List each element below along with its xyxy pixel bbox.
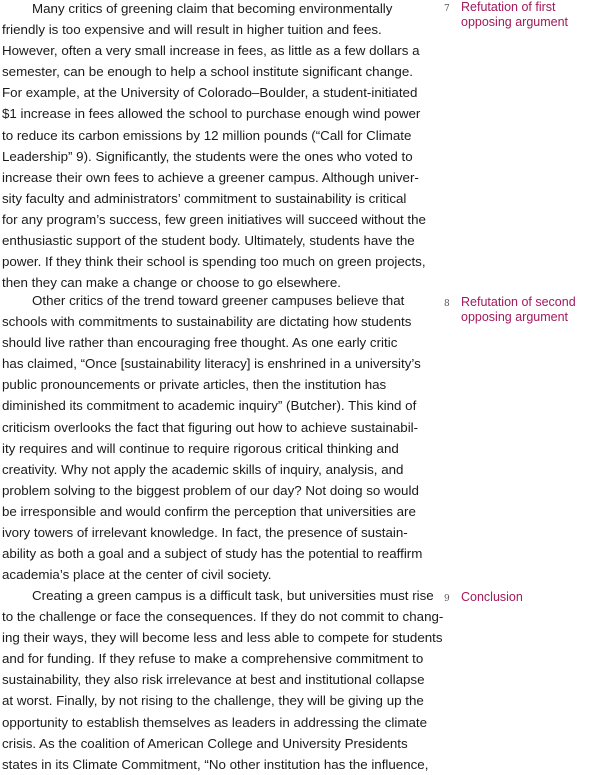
text-line: creativity. Why not apply the academic skills of inquiry, analysis, and bbox=[2, 461, 404, 477]
paragraph-refutation-first bbox=[2, 0, 426, 293]
text-line: Leadership” 9). Significantly, the students were the ones who voted to bbox=[2, 148, 413, 164]
text-line: semester, can be enough to help a school institute significant change. bbox=[2, 64, 413, 80]
text-line: Other critics of the trend toward greener campuses believe that bbox=[32, 293, 405, 308]
text-line: crisis. As the coalition of American College and University Presidents bbox=[2, 735, 408, 751]
text-line: enthusiastic support of the student body. Ultimately, students have the bbox=[2, 233, 415, 249]
annotation-line: opposing argument bbox=[461, 309, 569, 324]
text-line: For example, at the University of Colorado–Boulder, a student-initiated bbox=[2, 85, 418, 101]
text-line: academia’s place at the center of civil society. bbox=[2, 567, 272, 583]
text-line: schools with commitments to sustainability are dictating how students bbox=[2, 314, 412, 330]
text-line: ivory towers of irrelevant knowledge. In fact, the presence of sustain- bbox=[2, 525, 408, 541]
text-line: opportunity to establish themselves as leaders in addressing the climate bbox=[2, 714, 428, 730]
paragraph-conclusion bbox=[2, 585, 443, 775]
text-line: sustainability, they also risk irrelevance at best and institutional collapse bbox=[2, 672, 425, 688]
paragraph-refutation-second bbox=[2, 290, 422, 585]
text-line: for any program’s success, few green initiatives will succeed without the bbox=[2, 211, 426, 227]
text-line: $1 increase in fees allowed the school to purchase enough wind power bbox=[2, 106, 421, 122]
margin-annotation-8 bbox=[444, 295, 609, 324]
text-line: friendly is too expensive and will result in higher tuition and fees. bbox=[2, 22, 382, 38]
text-line: ity requires and will continue to require rigorous critical thinking and bbox=[2, 440, 399, 456]
text-line: has claimed, “Once [sustainability literacy] is enshrined in a university’s bbox=[2, 356, 421, 372]
text-line: power. If they think their school is spending too much on green projects, bbox=[2, 254, 426, 270]
text-line: ing their ways, they will become less and less able to compete for students bbox=[2, 630, 443, 646]
text-line: then they can make a change or choose to go elsewhere. bbox=[2, 275, 342, 291]
text-line: problem solving to the biggest problem of our day? Not doing so would bbox=[2, 482, 419, 498]
text-line: diminished its commitment to academic inquiry” (Butcher). This kind of bbox=[2, 398, 417, 414]
text-line: to reduce its carbon emissions by 12 million pounds (“Call for Climate bbox=[2, 127, 412, 143]
annotation-number: 8 bbox=[444, 299, 450, 309]
annotation-label bbox=[461, 590, 523, 605]
text-line: criticism overlooks the fact that figuring out how to achieve sustainabil- bbox=[2, 419, 419, 435]
text-line: states in its Climate Commitment, “No other institution has the influence, bbox=[2, 756, 429, 772]
text-line: at worst. Finally, by not rising to the challenge, they will be giving up the bbox=[2, 693, 424, 709]
text-line: be irresponsible and would confirm the perception that universities are bbox=[2, 503, 416, 519]
annotation-number: 7 bbox=[444, 4, 450, 14]
text-line: to the challenge or face the consequences. If they do not commit to chang- bbox=[2, 609, 444, 625]
text-line: However, often a very small increase in fees, as little as a few dollars a bbox=[2, 43, 420, 59]
margin-annotation-9 bbox=[444, 590, 609, 606]
text-line: Many critics of greening claim that becoming environmentally bbox=[32, 1, 393, 16]
annotation-label bbox=[461, 295, 576, 324]
annotation-line: opposing argument bbox=[461, 14, 569, 29]
text-line: sity faculty and administrators’ commitment to sustainability is critical bbox=[2, 190, 407, 206]
text-line: and for funding. If they refuse to make a comprehensive commitment to bbox=[2, 651, 424, 667]
text-line: should live rather than encouraging free thought. As one early critic bbox=[2, 335, 398, 351]
margin-annotation-7 bbox=[444, 0, 609, 29]
text-line: increase their own fees to achieve a greener campus. Although univer- bbox=[2, 169, 419, 185]
annotation-number: 9 bbox=[444, 594, 450, 604]
text-line: Creating a green campus is a difficult task, but universities must rise bbox=[32, 588, 434, 603]
annotation-line: Refutation of first bbox=[461, 0, 556, 14]
text-line: ability as both a goal and a subject of study has the potential to reaffirm bbox=[2, 546, 423, 562]
text-line: public pronouncements or private articles, then the institution has bbox=[2, 377, 387, 393]
annotation-line: Refutation of second bbox=[461, 295, 576, 309]
annotation-label bbox=[461, 0, 568, 29]
annotation-line: Conclusion bbox=[461, 590, 523, 604]
